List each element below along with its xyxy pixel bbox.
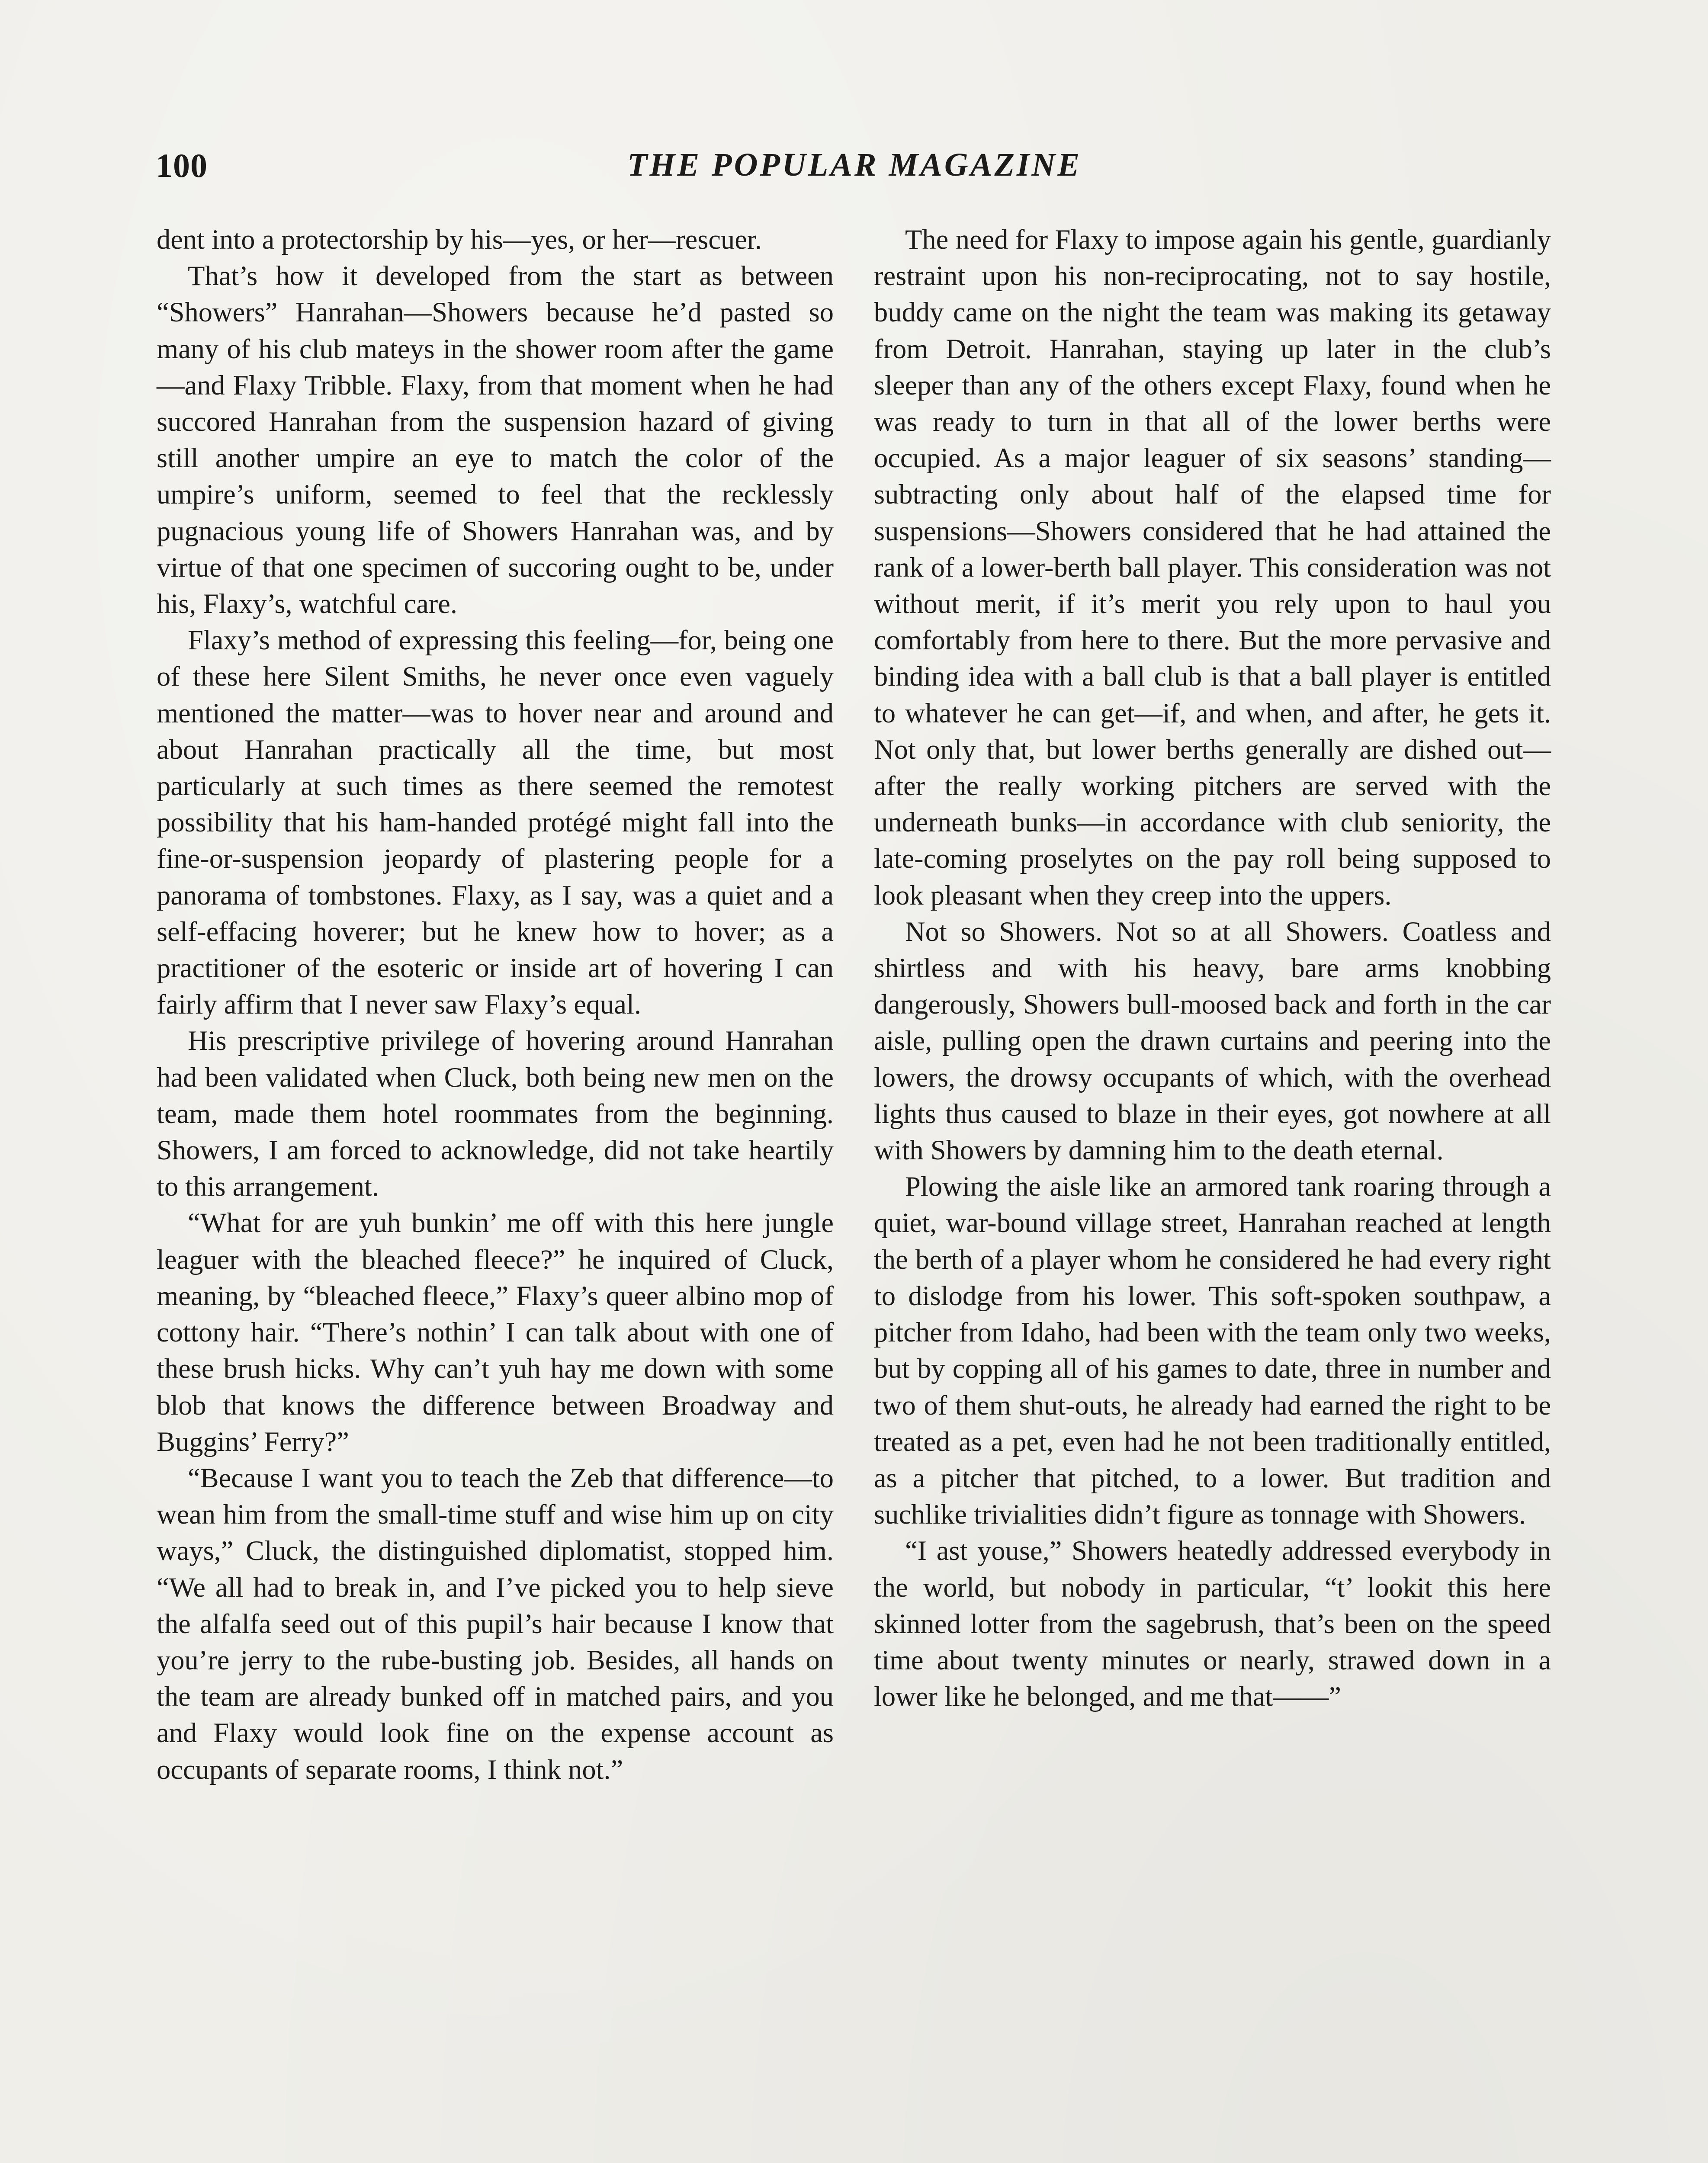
left-column [157,221,834,1788]
paragraph: Not so Showers. Not so at all Showers. Coatless and shirtless and with his heavy, bare arms knobbing dangerously, Showers bull-moosed back and forth in the car aisle, pulling open the drawn curtains and peering into the lowers, the drowsy occupants of which, with the overhead lights thus caused to blaze in their eyes, got nowhere at all with Showers by damning him to the death eternal. [874,916,1551,1166]
magazine-title: THE POPULAR MAGAZINE [627,147,1082,183]
paragraph: His prescriptive privilege of hovering around Hanrahan had been validated when Cluck, both being new men on the team, made them hotel roommates from the beginning. Showers, I am forced to acknowledge, did not take heartily to this arrangement. [157,1025,834,1202]
paragraph: Flaxy’s method of expressing this feeling—for, being one of these here Silent Smiths, he never once even vaguely mentioned the matter—was to hover near and around and about Hanrahan practically all the time, but most particularly at such times as there seemed the remotest possibility that his ham-handed protégé might fall into the fine-or-suspension jeopardy of plastering people for a panorama of tombstones. Flaxy, as I say, was a quiet and a self-effacing hoverer; but he knew how to hover; as a practitioner of the esoteric or inside art of hovering I can fairly affirm that I never saw Flaxy’s equal. [157,625,834,1020]
paragraph: The need for Flaxy to impose again his gentle, guardianly restraint upon his non-reciprocating, not to say hostile, buddy came on the night the team was making its getaway from Detroit. Hanrahan, staying up later in the club’s sleeper than any of the others except Flaxy, found when he was ready to turn in that all of the lower berths were occupied. As a major leaguer of six seasons’ standing—subtracting only about half of the elapsed time for suspensions—Showers considered that he had attained the rank of a lower-berth ball player. This consideration was not without merit, if it’s merit you rely upon to haul you comfortably from here to there. But the more pervasive and binding idea with a ball club is that a ball player is entitled to whatever he can get—if, and when, and after, he gets it. Not only that, but lower berths generally are dished out—after the really working pitchers are served with the underneath bunks—in accordance with club seniority, the late-coming proselytes on the pay roll being supposed to look pleasant when they creep into the uppers. [874,224,1551,911]
paragraph: “Because I want you to teach the Zeb that difference—to wean him from the small-time stuff and wise him up on city ways,” Cluck, the distinguished diplomatist, stopped him. “We all had to break in, and I’ve picked you to help sieve the alfalfa seed out of this pupil’s hair because I know that you’re jerry to the rube-busting job. Besides, all hands on the team are already bunked off in matched pairs, and you and Flaxy would look fine on the expense account as occupants of separate rooms, I think not.” [157,1462,834,1785]
paragraph: “What for are yuh bunkin’ me off with this here jungle leaguer with the bleached fleece?” he inquired of Cluck, meaning, by “bleached fleece,” Flaxy’s queer albino mop of cottony hair. “There’s nothin’ I can talk about with one of these brush hicks. Why can’t yuh hay me down with some blob that knows the difference between Broadway and Buggins’ Ferry?” [157,1207,834,1457]
right-column [874,221,1551,1715]
paragraph: “I ast youse,” Showers heatedly addressed everybody in the world, but nobody in particular, “t’ lookit this here skinned lotter from the sagebrush, that’s been on the speed time about twenty minutes or nearly, strawed down in a lower like he belonged, and me that——” [874,1535,1551,1712]
page-header [156,146,1553,194]
paragraph: dent into a protectorship by his—yes, or her—rescuer. [157,224,762,255]
paragraph: That’s how it developed from the start as between “Showers” Hanrahan—Showers because he’d pasted so many of his club mateys in the shower room after the game—and Flaxy Tribble. Flaxy, from that moment when he had succored Hanrahan from the suspension hazard of giving still another umpire an eye to match the color of the umpire’s uniform, seemed to feel that the recklessly pugnacious young life of Showers Hanrahan was, and by virtue of that one specimen of succoring ought to be, under his, Flaxy’s, watchful care. [157,260,834,619]
page-number: 100 [156,147,208,184]
paragraph: Plowing the aisle like an armored tank roaring through a quiet, war-bound village street, Hanrahan reached at length the berth of a player whom he considered he had every right to dislodge from his lower. This soft-spoken southpaw, a pitcher from Idaho, had been with the team only two weeks, but by copping all of his games to date, three in number and two of them shut-outs, he already had earned the right to be treated as a pet, even had he not been traditionally entitled, as a pitcher that pitched, to a lower. But tradition and suchlike trivialities didn’t figure as tonnage with Showers. [874,1171,1551,1530]
